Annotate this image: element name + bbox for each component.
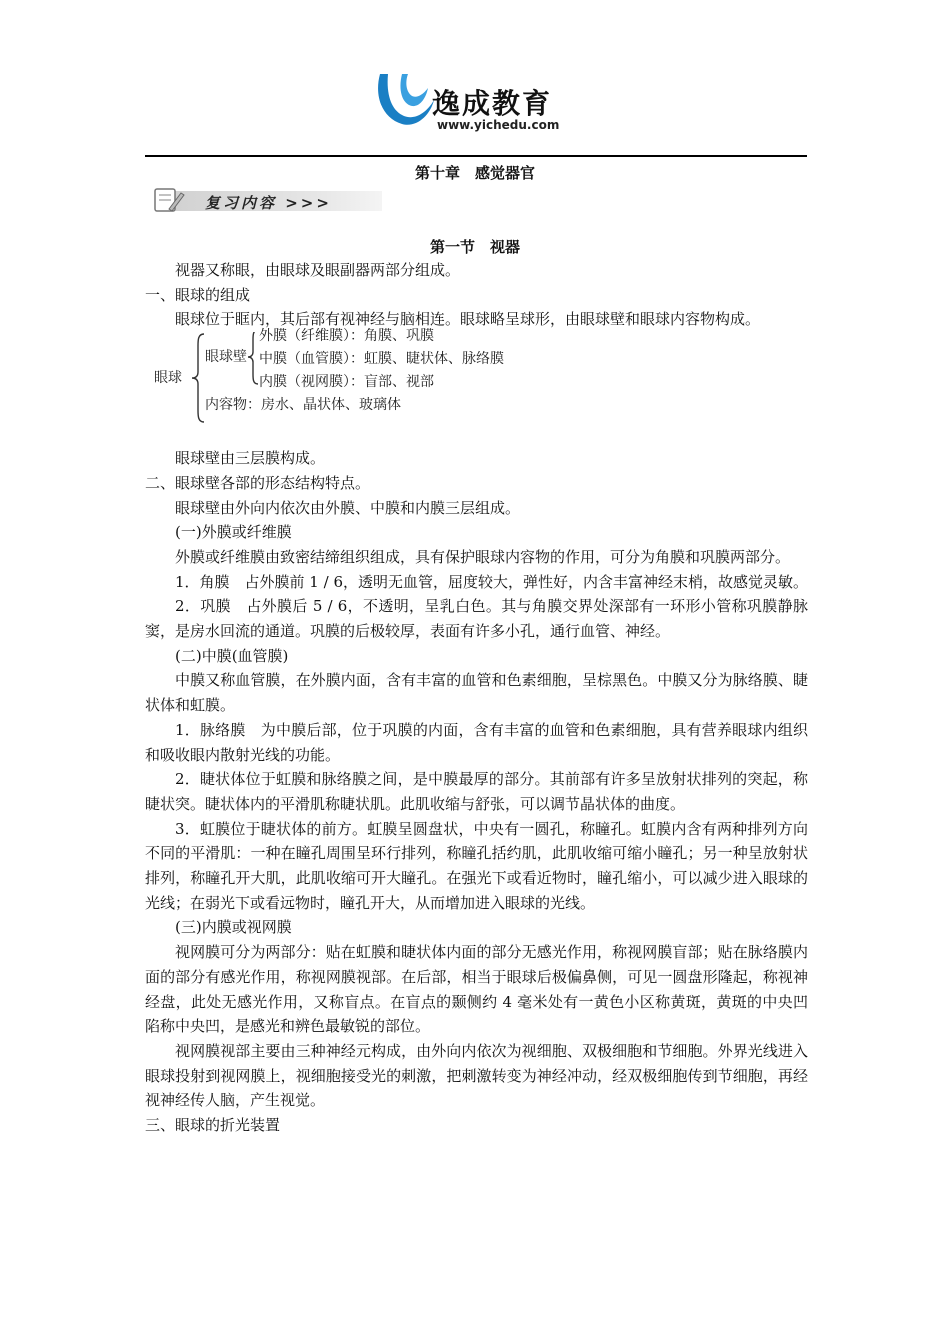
notebook-pencil-icon (147, 185, 187, 215)
layers-paragraph: 眼球壁由外向内依次由外膜、中膜和内膜三层组成。 (175, 498, 521, 517)
choroid-paragraph: 1．脉络膜 为中膜后部，位于巩膜的内面，含有丰富的血管和色素细胞，具有营养眼球内组织和吸收眼内散射光线的功能。 (145, 720, 808, 764)
diagram-outer-layer: 外膜（纤维膜）：角膜、巩膜 (259, 328, 434, 345)
ciliary-paragraph: 2．睫状体位于虹膜和脉络膜之间，是中膜最厚的部分。其前部有许多呈放射状排列的突起，称睫状突。睫状体内的平滑肌称睫状肌。此肌收缩与舒张，可以调节晶状体的曲度。 (145, 770, 808, 813)
heading-refractive: 三、眼球的折光装置 (145, 1116, 281, 1135)
diagram-root: 眼球 (154, 370, 182, 387)
banner-text: 复习内容 >>> (205, 194, 332, 212)
body-content (145, 258, 808, 1138)
retina-paragraph-1: 视网膜可分为两部分：贴在虹膜和睫状体内面的部分无感光作用，称视网膜盲部；贴在脉络膜内面的部分有感光作用，称视网膜视部。在后部，相当于眼球后极偏鼻侧，可见一圆盘形隆起，称视神经盘，此处无感光作用，又称盲点。在盲点的颞侧约 4 毫米处有一黄色小区称黄斑，黄斑的中央凹陷称中央凹，是感光和辨色最敏锐的部位。 (145, 943, 808, 1036)
subheading-middle: (二)中膜(血管膜) (175, 646, 289, 665)
logo (372, 70, 582, 136)
middle-paragraph: 中膜又称血管膜，在外膜内面，含有丰富的血管和色素细胞，呈棕黑色。中膜又分为脉络膜、睫状体和虹膜。 (145, 671, 808, 715)
outer-paragraph: 外膜或纤维膜由致密结缔组织组成，具有保护眼球内容物的作用，可分为角膜和巩膜两部分。 (175, 547, 791, 566)
eyeball-structure-diagram (154, 328, 808, 436)
brand-swoosh-icon (372, 70, 436, 136)
review-banner (147, 185, 382, 215)
heading-wall-features: 二、眼球壁各部的形态结构特点。 (145, 473, 371, 492)
diagram-inner-layer: 内膜（视网膜）：盲部、视部 (259, 374, 434, 391)
heading-eyeball-composition: 一、眼球的组成 (145, 285, 251, 304)
eyeball-paragraph: 眼球位于眶内，其后部有视神经与脑相连。眼球略呈球形，由眼球壁和眼球内容物构成。 (175, 310, 761, 329)
sclera-paragraph: 2．巩膜 占外膜后 5 / 6，不透明，呈乳白色。其与角膜交界处深部有一环形小管称巩膜静脉窦，是房水回流的通道。巩膜的后极较厚，表面有许多小孔，通行血管、神经。 (145, 597, 808, 641)
brand-url: www.yichedu.com (437, 118, 560, 132)
iris-paragraph: 3．虹膜位于睫状体的前方。虹膜呈圆盘状，中央有一圆孔，称瞳孔。虹膜内含有两种排列方向不同的平滑肌：一种在瞳孔周围呈环行排列，称瞳孔括约肌，此肌收缩可缩小瞳孔；另一种呈放射状排列，称瞳孔开大肌，此肌收缩可开大瞳孔。在强光下或看近物时，瞳孔缩小，可以减少进入眼球的光线；在弱光下或看远物时，瞳孔开大，从而增加进入眼球的光线。 (145, 819, 808, 912)
subheading-outer: (一)外膜或纤维膜 (175, 523, 292, 542)
wall-paragraph: 眼球壁由三层膜构成。 (175, 449, 326, 468)
section-title: 第一节 视器 (429, 238, 520, 256)
diagram-middle-layer: 中膜（血管膜）：虹膜、睫状体、脉络膜 (259, 351, 504, 368)
intro-paragraph: 视器又称眼，由眼球及眼副器两部分组成。 (175, 261, 461, 279)
cornea-paragraph: 1．角膜 占外膜前 1 / 6，透明无血管，屈度较大，弹性好，内含丰富神经末梢，故感觉灵敏。 (175, 572, 808, 591)
subheading-inner: (三)内膜或视网膜 (175, 918, 292, 937)
brand-name: 逸成教育 (432, 87, 553, 120)
retina-paragraph-2: 视网膜视部主要由三种神经元构成，由外向内依次为视细胞、双极细胞和节细胞。外界光线进入眼球投射到视网膜上，视细胞接受光的刺激，把刺激转变为神经冲动，经双极细胞传到节细胞，再经视神经传人脑，产生视觉。 (145, 1041, 808, 1110)
chapter-title: 第十章 感觉器官 (414, 164, 535, 182)
diagram-wall: 眼球壁 (205, 349, 247, 366)
diagram-contents: 内容物：房水、晶状体、玻璃体 (205, 397, 401, 414)
header-rule (145, 155, 807, 157)
